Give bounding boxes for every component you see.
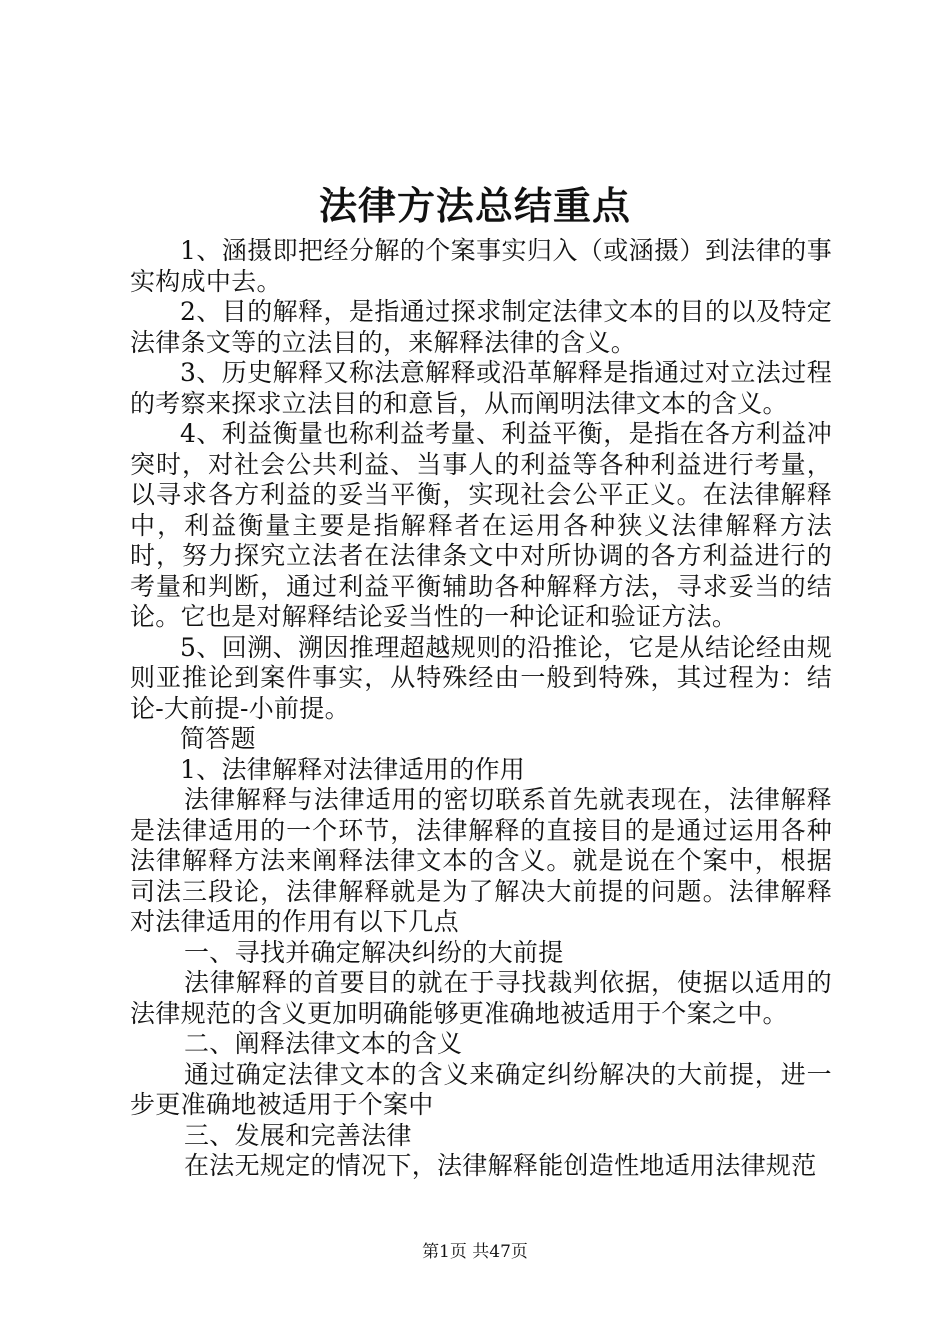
paragraph-major-premise: 法律解释的首要目的就在于寻找裁判依据，使据以适用的法律规范的含义更加明确能够更准确地被适用于个案之中。 [130,968,832,1028]
subheading-text-meaning: 二、阐释法律文本的含义 [184,1029,463,1058]
section-heading-short-answer: 简答题 [180,724,256,753]
document-title: 法律方法总结重点 [318,183,631,228]
question-heading: 1、法律解释对法律适用的作用 [180,754,526,784]
subheading-major-premise: 一、寻找并确定解决纠纷的大前提 [184,937,564,967]
paragraph-text-meaning: 通过确定法律文本的含义来确定纠纷解决的大前提，进一步更准确地被适用于个案中 [130,1059,832,1119]
paragraph-interest-balancing: 4、利益衡量也称利益考量、利益平衡，是指在各方利益冲突时，对社会公共利益、当事人的利益等各种利益进行考量，以寻求各方利益的妥当平衡，实现社会公平正义。在法律解释中，利益衡量主要是指解释者在运用各种狭义法律解释方法时，努力探究立法者在法律条文中对所协调的各方利益进行的考量和判断，通过利益平衡辅助各种解释方法，寻求妥当的结论。它也是对解释结论妥当性的一种论证和验证方法。 [130,419,832,631]
document-body [130,236,832,1182]
paragraph-develop-law: 在法无规定的情况下，法律解释能创造性地适用法律规范 [184,1151,817,1180]
page-number-footer: 第1页 共47页 [422,1242,528,1262]
paragraph-historical-interpretation: 3、历史解释又称法意解释或沿革解释是指通过对立法过程的考察来探求立法目的和意旨，从而阐明法律文本的含义。 [130,358,832,418]
paragraph-subsumption: 1、涵摄即把经分解的个案事实归入（或涵摄）到法律的事实构成中去。 [130,236,832,296]
paragraph-abductive-reasoning: 5、回溯、溯因推理超越规则的沿推论，它是从结论经由规则亚推论到案件事实，从特殊经由一般到特殊，其过程为：结论-大前提-小前提。 [130,632,832,723]
paragraph-interpretation-role: 法律解释与法律适用的密切联系首先就表现在，法律解释是法律适用的一个环节，法律解释的直接目的是通过运用各种法律解释方法来阐释法律文本的含义。就是说在个案中，根据司法三段论，法律解释就是为了解决大前提的问题。法律解释对法律适用的作用有以下几点 [130,785,832,936]
paragraph-purposive-interpretation: 2、目的解释，是指通过探求制定法律文本的目的以及特定法律条文等的立法目的，来解释法律的含义。 [130,297,832,357]
subheading-develop-law: 三、发展和完善法律 [184,1120,412,1150]
